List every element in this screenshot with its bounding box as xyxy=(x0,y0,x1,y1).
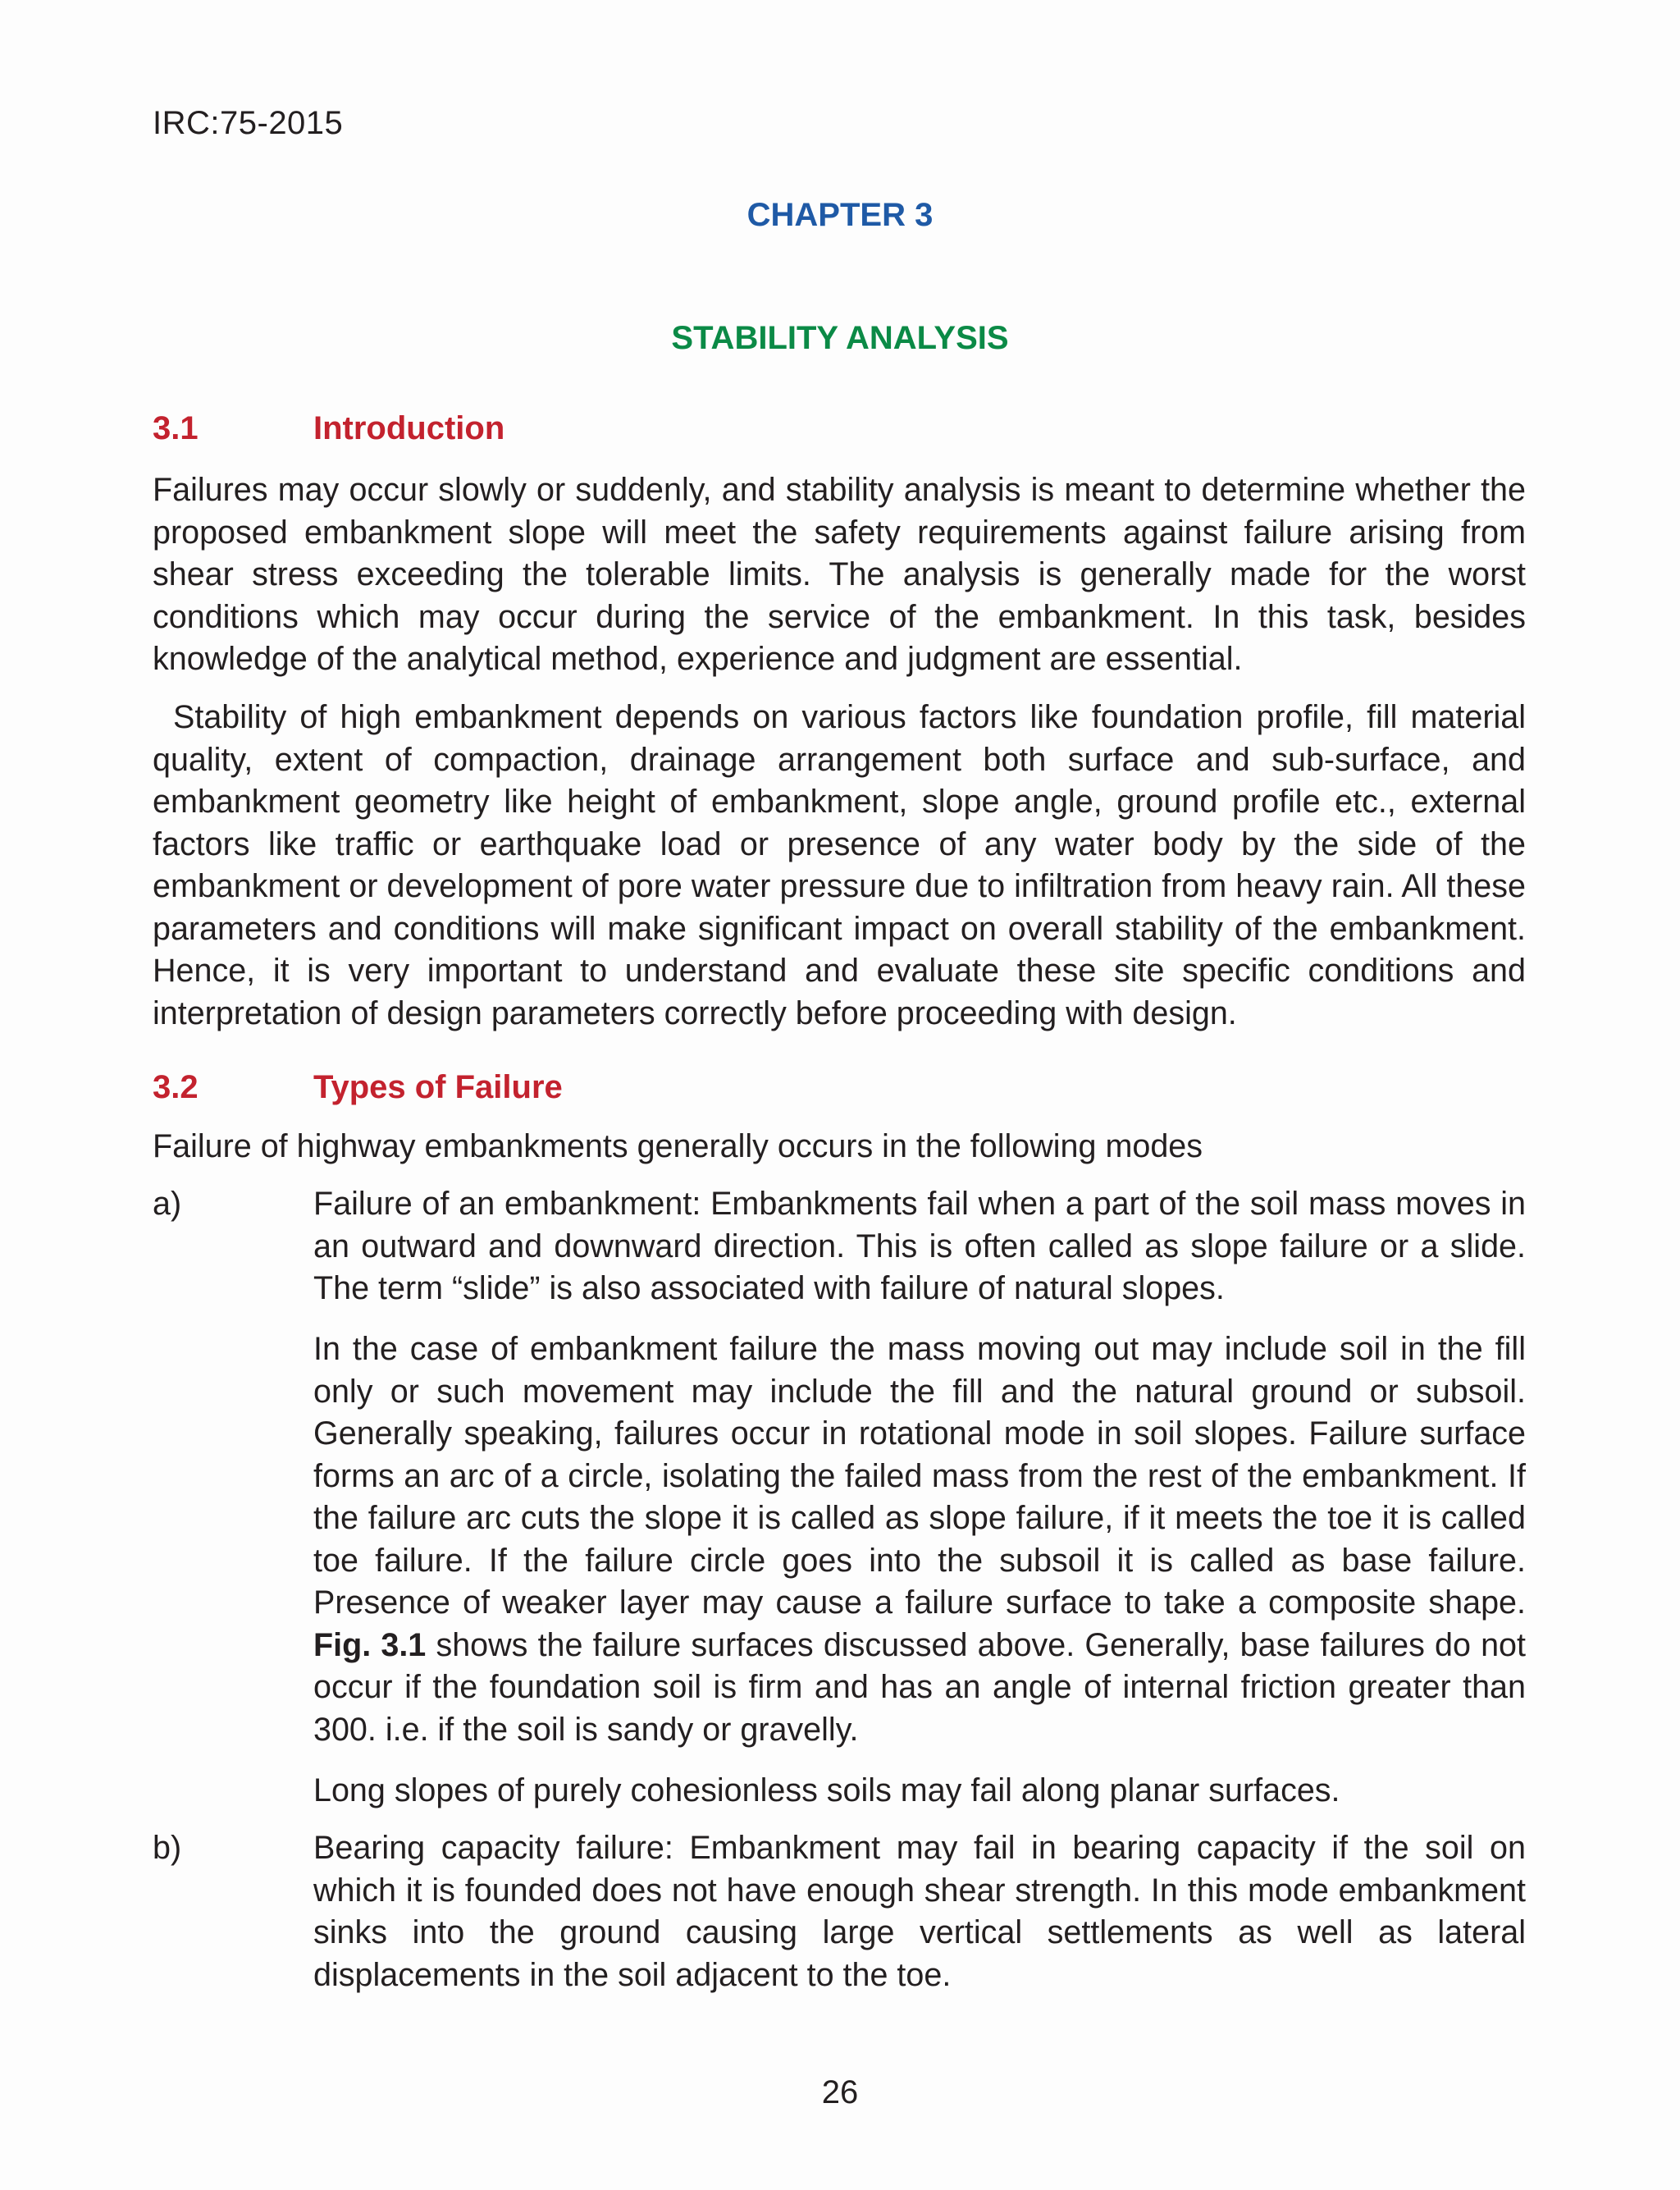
section-heading-3-2 xyxy=(153,1069,563,1106)
item-a-paragraph-3: Long slopes of purely cohesionless soils may fail along planar surfaces. xyxy=(313,1772,1340,1808)
list-marker: a) xyxy=(153,1186,182,1222)
item-a-paragraph-1: Failure of an embankment: Embankments fail when a part of the soil mass moves in an outward and downward direction. This is often called as slope failure or a slide. The term “slide” is also associated with failure of natural slopes. xyxy=(313,1186,1526,1306)
intro-paragraph-1: Failures may occur slowly or suddenly, and stability analysis is meant to determine whether the proposed embankment slope will meet the safety requirements against failure arising from shear stress exceeding the tolerable limits. The analysis is generally made for the worst conditions which may occur during the service of the embankment. In this task, besides knowledge of the analytical method, experience and judgment are essential. xyxy=(153,472,1526,677)
section-title: Introduction xyxy=(313,410,505,446)
chapter-title: STABILITY ANALYSIS xyxy=(671,320,1009,356)
section-title: Types of Failure xyxy=(313,1069,563,1105)
section-number: 3.1 xyxy=(153,410,199,446)
list-marker: b) xyxy=(153,1830,182,1866)
section-heading-3-1 xyxy=(153,410,504,447)
intro-paragraph-2: Stability of high embankment depends on various factors like foundation profile, fill material quality, extent of compaction, drainage arrangement both surface and sub-surface, and embankment geometry like height of embankment, slope angle, ground profile etc., external factors like traffic or earthquake load or presence of any water body by the side of the embankment or development of pore water pressure due to infiltration from heavy rain. All these parameters and conditions will make significant impact on overall stability of the embankment. Hence, it is very important to understand and evaluate these site specific conditions and interpretation of design parameters correctly before proceeding with design. xyxy=(153,699,1526,1031)
section-number: 3.2 xyxy=(153,1069,199,1105)
item-a-paragraph-2 xyxy=(313,1328,1526,1751)
item-b-paragraph-1: Bearing capacity failure: Embankment may fail in bearing capacity if the soil on which it is founded does not have enough shear strength. In this mode embankment sinks into the ground causing large vertical settlements as well as lateral displacements in the soil adjacent to the toe. xyxy=(313,1830,1526,1993)
chapter-label: CHAPTER 3 xyxy=(746,197,934,233)
document-code: IRC:75-2015 xyxy=(153,105,344,141)
item-a-paragraph-2-text: In the case of embankment failure the mass moving out may include soil in the fill only or such movement may include the fill and the natural ground or subsoil. Generally speaking, failures occur in rotational mode in soil slopes. Failure surface forms an arc of a circle, isolating the failed mass from the rest of the embankment. If the failure arc cuts the slope it is called as slope failure, if it meets the toe it is called toe failure. If the failure circle goes into the subsoil it is called as base failure. Presence of weaker layer may cause a failure surface to take a composite shape. xyxy=(313,1331,1526,1621)
types-intro-paragraph: Failure of highway embankments generally occurs in the following modes xyxy=(153,1128,1203,1164)
item-a-paragraph-2-continuation: shows the failure surfaces discussed above. Generally, base failures do not occur if the foundation soil is firm and has an angle of internal friction greater than 300. i.e. if the soil is sandy or gravelly. xyxy=(313,1626,1526,1748)
page-number: 26 xyxy=(821,2074,859,2110)
figure-reference[interactable]: Fig. 3.1 xyxy=(313,1626,427,1663)
